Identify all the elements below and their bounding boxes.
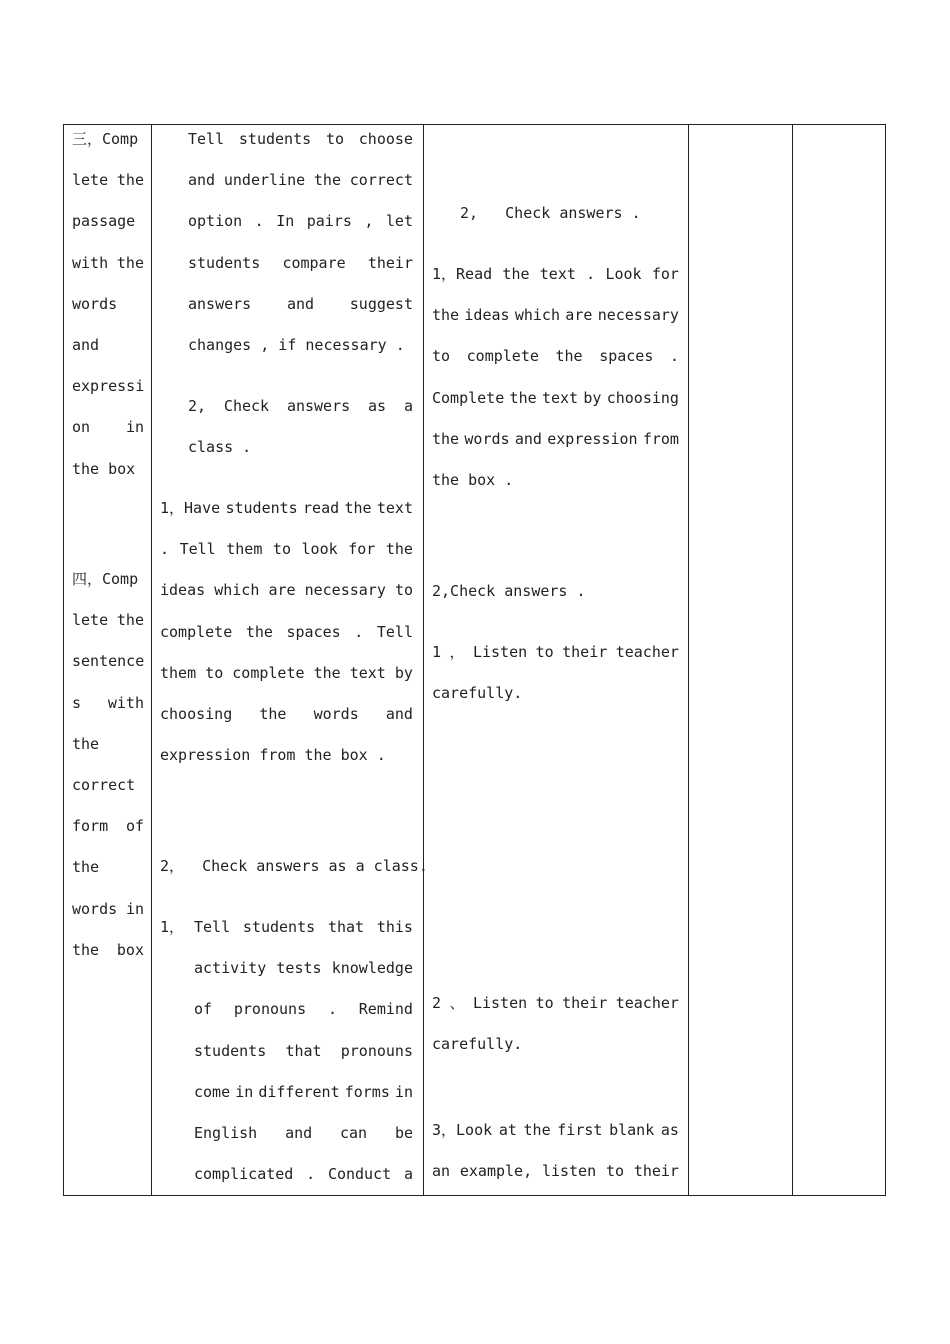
word: which: [514, 306, 560, 325]
word: their: [633, 1162, 679, 1181]
text-line: [194, 1083, 413, 1101]
text-line: [72, 611, 144, 629]
word: in: [125, 418, 144, 437]
word: the: [502, 265, 530, 283]
text-line: [160, 623, 413, 641]
word: ，: [449, 643, 465, 661]
word: .: [354, 622, 364, 641]
word: an: [432, 1162, 451, 1181]
word: the: [432, 306, 460, 325]
text-line: [72, 171, 144, 189]
word: at: [498, 1121, 517, 1139]
word: 2,: [188, 397, 207, 415]
word: 1: [432, 643, 442, 661]
word: the: [72, 940, 100, 959]
word: let: [385, 212, 413, 231]
word: the: [385, 540, 413, 559]
word: words: [313, 705, 359, 723]
word: of: [125, 817, 144, 836]
text-line: sentence: [72, 652, 145, 671]
word: necessary: [304, 581, 386, 600]
text-line: 四，Comp: [72, 570, 139, 588]
word: box: [116, 940, 144, 959]
word: complete: [466, 347, 539, 366]
word: on: [72, 418, 91, 437]
text-line: [432, 430, 679, 448]
word: in: [235, 1082, 254, 1101]
word: spaces: [599, 347, 654, 366]
word: and: [514, 429, 542, 448]
text-line: [432, 1121, 679, 1139]
word: and: [286, 294, 315, 313]
word: example,: [459, 1162, 533, 1181]
word: the: [116, 611, 144, 630]
text-line: words: [72, 294, 118, 313]
word: choosing: [160, 705, 233, 723]
text-line: [188, 254, 413, 272]
word: to: [535, 643, 554, 661]
word: expression: [547, 429, 638, 448]
column-step: [64, 125, 152, 1195]
column-5: [793, 125, 886, 1195]
word: Remind: [358, 1000, 413, 1019]
text-line: [188, 130, 413, 148]
word: .: [160, 540, 170, 559]
word: underline: [223, 171, 306, 190]
word: to: [535, 994, 554, 1012]
word: their: [367, 253, 413, 272]
text-line: [160, 540, 413, 558]
word: to: [432, 347, 451, 366]
word: the: [313, 171, 341, 190]
text-line: the box .: [432, 471, 514, 489]
word: .: [669, 347, 679, 366]
word: ,: [364, 212, 374, 231]
word: Conduct: [327, 1165, 392, 1184]
text-line: [160, 664, 413, 682]
word: come: [194, 1082, 231, 1101]
word: Look: [605, 265, 642, 283]
word: Check: [223, 397, 270, 415]
text-line: class .: [188, 438, 252, 457]
word: form: [72, 817, 109, 836]
text-line: and: [72, 336, 100, 354]
word: to: [605, 1162, 624, 1181]
word: words: [72, 899, 118, 918]
word: the: [555, 347, 583, 366]
word: as: [660, 1121, 679, 1139]
word: read: [303, 499, 340, 517]
text-line: expression from the box .: [160, 746, 386, 765]
text-line: [194, 1124, 413, 1142]
word: compare: [282, 253, 346, 272]
text-line: [194, 918, 413, 936]
word: to: [272, 540, 291, 559]
word: Listen: [472, 994, 528, 1012]
word: ideas: [160, 581, 206, 600]
word: 2: [432, 994, 442, 1012]
word: teacher: [615, 994, 679, 1012]
word: forms: [344, 1082, 390, 1101]
text-line: [432, 389, 679, 407]
word: a: [403, 397, 413, 415]
word: by: [583, 388, 602, 407]
word: 、: [449, 994, 465, 1012]
text-line: [432, 994, 679, 1012]
text-line: [72, 900, 144, 918]
word: text: [376, 499, 413, 517]
word: the: [523, 1121, 551, 1139]
word: the: [116, 171, 144, 190]
word: as: [368, 397, 387, 415]
word: Listen: [472, 643, 528, 661]
word: complete: [232, 663, 305, 682]
text-line: changes , if necessary .: [188, 336, 405, 354]
word: knowledge: [331, 959, 413, 978]
word: students: [225, 499, 298, 517]
text-line: [194, 1165, 413, 1183]
text-line: 2， Check answers as a class.: [160, 857, 428, 875]
word: words: [464, 429, 510, 448]
text-line: 2, Check answers .: [460, 204, 641, 222]
text-line: [188, 295, 413, 313]
word: Tell: [188, 130, 225, 148]
word: by: [394, 663, 413, 682]
word: Tell: [376, 622, 413, 641]
text-line: [432, 1162, 679, 1180]
word: pronouns: [233, 1000, 307, 1019]
word: option: [188, 212, 243, 231]
text-line: [72, 254, 144, 272]
word: activity: [194, 959, 267, 978]
word: text: [541, 388, 579, 407]
word: with: [72, 253, 109, 272]
word: lete: [72, 611, 109, 630]
text-line: [160, 499, 413, 517]
text-line: expressi: [72, 377, 145, 396]
column-4: [689, 125, 793, 1195]
word: listen: [541, 1162, 597, 1181]
text-line: [72, 418, 144, 436]
word: to: [394, 581, 413, 600]
word: that: [285, 1041, 322, 1060]
word: from: [642, 429, 679, 448]
word: .: [306, 1165, 316, 1184]
word: suggest: [349, 294, 413, 313]
word: students: [238, 130, 312, 148]
word: that: [327, 918, 365, 936]
word: .: [254, 212, 264, 231]
word: and: [285, 1124, 313, 1142]
text-line: carefully.: [432, 684, 523, 703]
word: of: [194, 1000, 213, 1019]
word: the: [432, 429, 460, 448]
word: blank: [609, 1121, 655, 1139]
word: their: [562, 643, 608, 661]
text-line: [188, 171, 413, 189]
word: 1，Have: [160, 499, 221, 517]
text-line: [72, 694, 144, 712]
word: choose: [358, 130, 413, 148]
text-line: [72, 941, 144, 959]
word: answers: [188, 294, 252, 313]
word: are: [268, 581, 296, 600]
word: are: [565, 306, 593, 325]
text-line: [194, 1042, 413, 1060]
word: them: [160, 663, 197, 682]
text-line: carefully.: [432, 1035, 523, 1054]
word: to: [205, 663, 224, 682]
text-line: [432, 265, 679, 283]
word: look: [301, 540, 338, 559]
text-line: the: [72, 734, 100, 753]
column-student-activity: [424, 125, 689, 1195]
word: Tell: [194, 918, 231, 936]
word: .: [327, 1000, 337, 1019]
word: the: [313, 663, 341, 682]
word: lete: [72, 171, 109, 190]
word: and: [385, 705, 413, 723]
text-line: [432, 643, 679, 661]
word: to: [325, 130, 344, 148]
word: students: [194, 1041, 267, 1060]
word: necessary: [597, 306, 679, 325]
word: the: [509, 388, 537, 407]
word: with: [107, 693, 144, 712]
text-line: [194, 1000, 413, 1018]
word: pairs: [306, 212, 352, 231]
word: the: [245, 622, 273, 641]
text-line: [160, 705, 413, 723]
text-line: 1，: [160, 918, 185, 936]
text-line: passage: [72, 212, 136, 231]
word: Tell: [179, 540, 216, 559]
text-line: [160, 581, 413, 599]
word: s: [72, 693, 82, 712]
word: students: [242, 918, 316, 936]
word: for: [651, 265, 679, 283]
word: which: [214, 581, 260, 600]
word: correct: [349, 171, 413, 190]
word: 1，Read: [432, 265, 493, 283]
word: pronouns: [340, 1041, 413, 1060]
word: answers: [286, 397, 351, 415]
text-line: [194, 959, 413, 977]
word: them: [226, 540, 263, 559]
word: first: [557, 1121, 603, 1139]
word: complicated: [194, 1165, 294, 1184]
column-teacher-activity: [152, 125, 428, 1195]
text-line: [432, 347, 679, 365]
word: ideas: [464, 306, 510, 325]
text-line: [188, 212, 413, 230]
word: their: [562, 994, 608, 1012]
text-line: [72, 817, 144, 835]
word: different: [258, 1082, 340, 1101]
word: Complete: [432, 388, 505, 407]
word: tests: [276, 959, 322, 978]
word: a: [403, 1165, 413, 1184]
text-line: [188, 397, 413, 415]
text-line: correct: [72, 776, 136, 794]
word: text: [349, 663, 386, 682]
word: for: [348, 540, 376, 559]
word: in: [394, 1082, 413, 1101]
word: complete: [160, 622, 233, 641]
word: spaces: [286, 622, 341, 641]
word: 3，Look: [432, 1121, 493, 1139]
word: English: [194, 1124, 258, 1142]
word: be: [394, 1124, 413, 1142]
word: text: [539, 265, 576, 283]
word: choosing: [606, 388, 679, 407]
word: teacher: [615, 643, 679, 661]
word: the: [344, 499, 372, 517]
word: can: [340, 1124, 368, 1142]
word: and: [188, 171, 216, 190]
word: students: [188, 253, 261, 272]
word: in: [125, 899, 144, 918]
word: the: [116, 253, 144, 272]
text-line: 2,Check answers .: [432, 582, 586, 600]
text-line: the box: [72, 459, 136, 478]
word: In: [276, 212, 295, 231]
word: this: [376, 918, 413, 936]
text-line: the: [72, 858, 100, 877]
text-line: [432, 306, 679, 324]
word: .: [586, 265, 596, 283]
word: the: [259, 705, 287, 723]
lesson-table: [63, 124, 886, 1196]
text-line: 三，Comp: [72, 130, 139, 148]
